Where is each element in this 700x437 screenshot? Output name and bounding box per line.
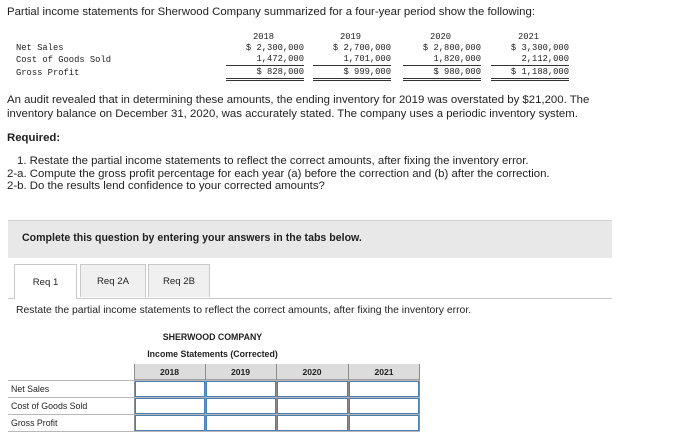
given-year-2021: 2021 <box>517 32 540 42</box>
gross-profit-2019-input[interactable] <box>206 415 276 431</box>
given-cell: 1,701,000 <box>313 54 391 66</box>
requirements-list <box>7 155 550 193</box>
given-cell: $ 980,000 <box>403 67 481 81</box>
answer-row-label: Net Sales <box>11 384 50 394</box>
answer-row-label: Cost of Goods Sold <box>11 401 88 411</box>
net-sales-2018-input[interactable] <box>135 381 205 397</box>
intro-text: Partial income statements for Sherwood Company summarized for a four-year period show the following: <box>7 6 536 18</box>
answer-row-label: Gross Profit <box>11 418 58 428</box>
gross-profit-2020-input[interactable] <box>277 415 348 431</box>
answer-year-header: 2021 <box>348 364 420 380</box>
given-cell: $ 3,300,000 <box>510 43 569 53</box>
grid-line <box>8 431 420 432</box>
given-cell: $ 828,000 <box>226 67 304 81</box>
required-heading: Required: <box>7 132 61 144</box>
given-row-label: Cost of Goods Sold <box>16 55 112 65</box>
given-cell: 1,820,000 <box>403 54 481 66</box>
given-cell: $ 1,188,000 <box>491 67 569 81</box>
given-row-label: Net Sales <box>16 43 64 53</box>
answer-statement-title: Income Statements (Corrected) <box>147 349 278 359</box>
cogs-2018-input[interactable] <box>135 398 205 414</box>
net-sales-2021-input[interactable] <box>349 381 419 397</box>
given-cell: $ 2,700,000 <box>332 43 391 53</box>
grid-line <box>419 364 420 432</box>
cogs-2021-input[interactable] <box>349 398 419 414</box>
tab-req-2b[interactable]: Req 2B <box>148 264 210 297</box>
instruction-banner <box>8 220 612 258</box>
requirement-item: 1. Restate the partial income statements to reflect the correct amounts, after fixing the inventory error. <box>17 155 529 167</box>
requirement-item: 2-b. Do the results lend confidence to your corrected amounts? <box>7 180 325 192</box>
net-sales-2020-input[interactable] <box>277 381 348 397</box>
tab-divider <box>8 298 612 299</box>
cogs-2019-input[interactable] <box>206 398 276 414</box>
net-sales-2019-input[interactable] <box>206 381 276 397</box>
gross-profit-2021-input[interactable] <box>349 415 419 431</box>
tab-req-2a[interactable]: Req 2A <box>80 264 146 297</box>
given-year-2020: 2020 <box>429 32 452 42</box>
given-cell: 2,112,000 <box>491 54 569 66</box>
banner-text: Complete this question by entering your answers in the tabs below. <box>22 232 362 244</box>
answer-year-header: 2018 <box>134 364 205 380</box>
given-cell: $ 2,800,000 <box>422 43 481 53</box>
requirement-item: 2-a. Compute the gross profit percentage for each year (a) before the correction and (b) after the correction. <box>7 167 550 180</box>
answer-grid <box>8 364 420 432</box>
given-row-label: Gross Profit <box>16 68 80 78</box>
answer-company-name: SHERWOOD COMPANY <box>162 332 263 342</box>
given-cell: $ 999,000 <box>313 67 391 81</box>
given-year-2019: 2019 <box>339 32 362 42</box>
audit-text: An audit revealed that in determining these amounts, the ending inventory for 2019 was overstated by $21,200. The inventory balance on December 31, 2020, was accurately stated. The company uses a periodic inventory system. <box>7 94 590 120</box>
tab-bar <box>8 262 612 299</box>
answer-year-header: 2020 <box>276 364 348 380</box>
given-cell: $ 2,300,000 <box>245 43 304 53</box>
tab-req-1[interactable]: Req 1 <box>14 264 77 299</box>
tab-instruction: Restate the partial income statements to reflect the correct amounts, after fixing the inventory error. <box>16 305 472 316</box>
given-year-2018: 2018 <box>252 32 275 42</box>
answer-year-header: 2019 <box>205 364 276 380</box>
cogs-2020-input[interactable] <box>277 398 348 414</box>
given-cell: 1,472,000 <box>226 54 304 66</box>
gross-profit-2018-input[interactable] <box>135 415 205 431</box>
